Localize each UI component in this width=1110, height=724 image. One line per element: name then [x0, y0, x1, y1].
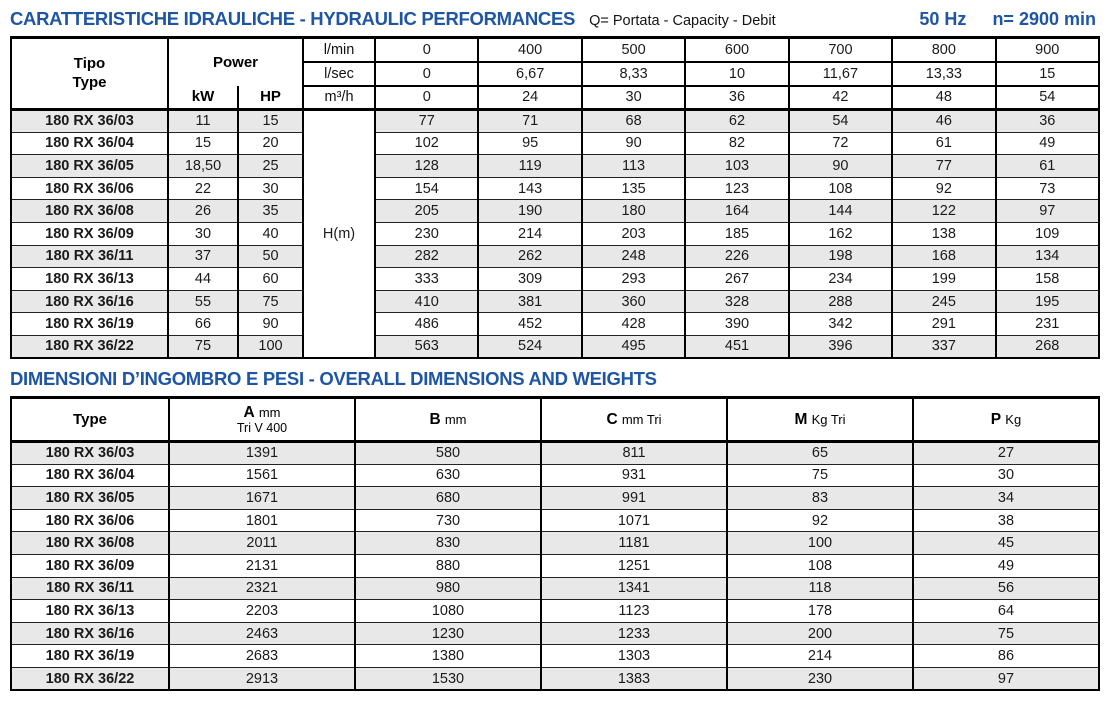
- hydraulic-row: [11, 268, 1099, 291]
- head-value-cell: 46: [892, 110, 995, 133]
- pump-type-cell: 180 RX 36/08: [11, 200, 168, 223]
- pump-type-cell: 180 RX 36/05: [11, 487, 169, 510]
- head-value-cell: 72: [789, 132, 892, 155]
- dimension-value-cell: 92: [727, 509, 913, 532]
- head-value-cell: 495: [582, 335, 685, 358]
- head-value-cell: 134: [996, 245, 1099, 268]
- head-value-cell: 77: [375, 110, 478, 133]
- hydraulic-performance-table: [10, 36, 1100, 359]
- head-value-cell: 154: [375, 177, 478, 200]
- pump-type-cell: 180 RX 36/04: [11, 464, 169, 487]
- head-value-cell: 49: [996, 132, 1099, 155]
- pump-type-cell: 180 RX 36/16: [11, 290, 168, 313]
- head-value-cell: 293: [582, 268, 685, 291]
- speed-label: n= 2900 min: [992, 9, 1096, 29]
- pump-type-cell: 180 RX 36/03: [11, 442, 169, 465]
- flow-m3h-value: 42: [789, 86, 892, 110]
- dimension-value-cell: 64: [913, 600, 1099, 623]
- head-value-cell: 342: [789, 313, 892, 336]
- pump-type-cell: 180 RX 36/22: [11, 335, 168, 358]
- hp-value-cell: 35: [238, 200, 303, 223]
- dimension-value-cell: 214: [727, 645, 913, 668]
- dimension-value-cell: 1380: [355, 645, 541, 668]
- dimension-value-cell: 1341: [541, 577, 727, 600]
- dimension-value-cell: 2913: [169, 667, 355, 690]
- head-value-cell: 71: [478, 110, 581, 133]
- kw-value-cell: 75: [168, 335, 238, 358]
- kw-value-cell: 15: [168, 132, 238, 155]
- dimension-value-cell: 38: [913, 509, 1099, 532]
- head-value-cell: 267: [685, 268, 788, 291]
- flow-m3h-value: 24: [478, 86, 581, 110]
- pump-type-cell: 180 RX 36/16: [11, 622, 169, 645]
- hp-value-cell: 50: [238, 245, 303, 268]
- flow-lmin-value: 700: [789, 38, 892, 62]
- col-header-dim-a: [169, 398, 355, 442]
- dimension-value-cell: 100: [727, 532, 913, 555]
- head-value-cell: 288: [789, 290, 892, 313]
- flow-lsec-value: 6,67: [478, 62, 581, 86]
- head-value-cell: 180: [582, 200, 685, 223]
- dimension-value-cell: 30: [913, 464, 1099, 487]
- dimension-value-cell: 1303: [541, 645, 727, 668]
- pump-type-cell: 180 RX 36/03: [11, 110, 168, 133]
- hp-value-cell: 25: [238, 155, 303, 178]
- kw-value-cell: 30: [168, 222, 238, 245]
- hydraulic-row: [11, 200, 1099, 223]
- head-value-cell: 268: [996, 335, 1099, 358]
- head-value-cell: 185: [685, 222, 788, 245]
- hp-value-cell: 90: [238, 313, 303, 336]
- dimension-value-cell: 730: [355, 509, 541, 532]
- dimensions-row: [11, 667, 1099, 690]
- head-value-cell: 452: [478, 313, 581, 336]
- hydraulic-row: [11, 177, 1099, 200]
- hydraulic-headline: [10, 8, 1100, 30]
- head-value-cell: 248: [582, 245, 685, 268]
- dimension-value-cell: 200: [727, 622, 913, 645]
- head-value-cell: 291: [892, 313, 995, 336]
- col-header-dim-p: [913, 398, 1099, 442]
- hydraulic-row: [11, 155, 1099, 178]
- pump-type-cell: 180 RX 36/22: [11, 667, 169, 690]
- dimensions-row: [11, 555, 1099, 578]
- head-value-cell: 410: [375, 290, 478, 313]
- dimension-value-cell: 811: [541, 442, 727, 465]
- dimensions-title: DIMENSIONI D’INGOMBRO E PESI - OVERALL DIMENSIONS AND WEIGHTS: [10, 368, 657, 390]
- dim-letter: P: [990, 410, 1002, 428]
- dimension-value-cell: 56: [913, 577, 1099, 600]
- dimension-value-cell: 1530: [355, 667, 541, 690]
- head-value-cell: 90: [789, 155, 892, 178]
- dimension-value-cell: 1233: [541, 622, 727, 645]
- dimension-value-cell: 97: [913, 667, 1099, 690]
- dimension-value-cell: 830: [355, 532, 541, 555]
- head-value-cell: 122: [892, 200, 995, 223]
- head-value-cell: 563: [375, 335, 478, 358]
- dimension-value-cell: 83: [727, 487, 913, 510]
- flow-lsec-value: 13,33: [892, 62, 995, 86]
- hydraulic-row: [11, 245, 1099, 268]
- dimension-value-cell: 1391: [169, 442, 355, 465]
- hp-value-cell: 15: [238, 110, 303, 133]
- dimension-value-cell: 680: [355, 487, 541, 510]
- flow-lmin-value: 800: [892, 38, 995, 62]
- col-header-kw: kW: [168, 86, 238, 110]
- pump-type-cell: 180 RX 36/05: [11, 155, 168, 178]
- dimension-value-cell: 1123: [541, 600, 727, 623]
- head-value-cell: 128: [375, 155, 478, 178]
- dim-letter: A: [243, 403, 255, 421]
- head-value-cell: 360: [582, 290, 685, 313]
- pump-type-cell: 180 RX 36/19: [11, 645, 169, 668]
- hydraulic-row: [11, 132, 1099, 155]
- head-value-cell: 328: [685, 290, 788, 313]
- kw-value-cell: 66: [168, 313, 238, 336]
- dim-unit: mm: [444, 411, 467, 427]
- head-value-cell: 524: [478, 335, 581, 358]
- head-value-cell: 168: [892, 245, 995, 268]
- head-value-cell: 92: [892, 177, 995, 200]
- head-value-cell: 245: [892, 290, 995, 313]
- hp-value-cell: 20: [238, 132, 303, 155]
- col-header-type: [11, 38, 168, 110]
- kw-value-cell: 55: [168, 290, 238, 313]
- flow-lmin-value: 400: [478, 38, 581, 62]
- head-value-cell: 123: [685, 177, 788, 200]
- dim-letter: C: [606, 410, 618, 428]
- head-value-cell: 190: [478, 200, 581, 223]
- dimension-value-cell: 75: [727, 464, 913, 487]
- head-value-cell: 486: [375, 313, 478, 336]
- hydraulic-row: [11, 313, 1099, 336]
- flow-lsec-value: 8,33: [582, 62, 685, 86]
- hydraulic-row: [11, 110, 1099, 133]
- flow-m3h-value: 54: [996, 86, 1099, 110]
- kw-value-cell: 22: [168, 177, 238, 200]
- head-value-cell: 36: [996, 110, 1099, 133]
- head-value-cell: 158: [996, 268, 1099, 291]
- dimension-value-cell: 1230: [355, 622, 541, 645]
- kw-value-cell: 44: [168, 268, 238, 291]
- dimension-value-cell: 230: [727, 667, 913, 690]
- head-value-cell: 214: [478, 222, 581, 245]
- kw-value-cell: 18,50: [168, 155, 238, 178]
- hp-value-cell: 75: [238, 290, 303, 313]
- pump-type-cell: 180 RX 36/19: [11, 313, 168, 336]
- flow-lmin-value: 0: [375, 38, 478, 62]
- dimension-value-cell: 1181: [541, 532, 727, 555]
- head-value-cell: 109: [996, 222, 1099, 245]
- dimension-value-cell: 931: [541, 464, 727, 487]
- flow-m3h-value: 48: [892, 86, 995, 110]
- dim-letter: M: [794, 410, 808, 428]
- dimension-value-cell: 118: [727, 577, 913, 600]
- dimension-value-cell: 2011: [169, 532, 355, 555]
- hp-value-cell: 30: [238, 177, 303, 200]
- flow-lsec-value: 0: [375, 62, 478, 86]
- head-value-cell: 102: [375, 132, 478, 155]
- dimension-value-cell: 580: [355, 442, 541, 465]
- hydraulic-title: CARATTERISTICHE IDRAULICHE - HYDRAULIC PERFORMANCES: [10, 8, 576, 29]
- dim-unit: Kg: [1005, 411, 1022, 427]
- dimension-value-cell: 27: [913, 442, 1099, 465]
- hp-value-cell: 40: [238, 222, 303, 245]
- dimension-value-cell: 880: [355, 555, 541, 578]
- dimensions-row: [11, 600, 1099, 623]
- dimensions-headline: [10, 368, 1100, 390]
- pump-type-cell: 180 RX 36/11: [11, 577, 169, 600]
- head-unit-cell: H(m): [303, 110, 375, 359]
- dim-letter: B: [429, 410, 441, 428]
- pump-type-cell: 180 RX 36/04: [11, 132, 168, 155]
- col-header-type2: Type: [11, 398, 169, 442]
- head-value-cell: 143: [478, 177, 581, 200]
- head-value-cell: 77: [892, 155, 995, 178]
- head-value-cell: 73: [996, 177, 1099, 200]
- head-value-cell: 68: [582, 110, 685, 133]
- flow-m3h-value: 36: [685, 86, 788, 110]
- dimensions-weights-table: [10, 396, 1100, 691]
- col-header-dim-b: [355, 398, 541, 442]
- head-value-cell: 231: [996, 313, 1099, 336]
- dimension-value-cell: 1251: [541, 555, 727, 578]
- dimension-value-cell: 630: [355, 464, 541, 487]
- head-value-cell: 390: [685, 313, 788, 336]
- head-value-cell: 333: [375, 268, 478, 291]
- hydraulic-table-header: [11, 38, 1099, 110]
- dimension-value-cell: 178: [727, 600, 913, 623]
- dimension-value-cell: 86: [913, 645, 1099, 668]
- head-value-cell: 282: [375, 245, 478, 268]
- head-value-cell: 103: [685, 155, 788, 178]
- frequency-label: 50 Hz: [919, 9, 967, 29]
- dimension-value-cell: 1801: [169, 509, 355, 532]
- dimension-value-cell: 49: [913, 555, 1099, 578]
- flow-m3h-value: 30: [582, 86, 685, 110]
- dimension-value-cell: 1080: [355, 600, 541, 623]
- dim-sub: Tri V 400: [236, 420, 288, 435]
- hydraulic-row: [11, 222, 1099, 245]
- hp-value-cell: 60: [238, 268, 303, 291]
- dimension-value-cell: 2463: [169, 622, 355, 645]
- flow-lmin-value: 500: [582, 38, 685, 62]
- head-value-cell: 230: [375, 222, 478, 245]
- col-header-type-label: Type: [72, 73, 107, 91]
- flow-lsec-value: 11,67: [789, 62, 892, 86]
- col-header-dim-m: [727, 398, 913, 442]
- head-value-cell: 90: [582, 132, 685, 155]
- dim-unit: mm: [258, 404, 281, 420]
- dimensions-row: [11, 577, 1099, 600]
- head-value-cell: 62: [685, 110, 788, 133]
- pump-type-cell: 180 RX 36/11: [11, 245, 168, 268]
- head-value-cell: 119: [478, 155, 581, 178]
- pump-type-cell: 180 RX 36/06: [11, 177, 168, 200]
- col-header-tipo-label: Tipo: [73, 54, 106, 72]
- dimension-value-cell: 1383: [541, 667, 727, 690]
- flow-lsec-value: 15: [996, 62, 1099, 86]
- head-value-cell: 162: [789, 222, 892, 245]
- dimension-value-cell: 1071: [541, 509, 727, 532]
- head-value-cell: 61: [892, 132, 995, 155]
- hydraulic-table-body: [11, 110, 1099, 359]
- head-value-cell: 61: [996, 155, 1099, 178]
- kw-value-cell: 11: [168, 110, 238, 133]
- head-value-cell: 451: [685, 335, 788, 358]
- dimension-value-cell: 1671: [169, 487, 355, 510]
- pump-type-cell: 180 RX 36/09: [11, 222, 168, 245]
- dimension-value-cell: 65: [727, 442, 913, 465]
- dimension-value-cell: 980: [355, 577, 541, 600]
- dimension-value-cell: 75: [913, 622, 1099, 645]
- head-value-cell: 113: [582, 155, 685, 178]
- dimension-value-cell: 2203: [169, 600, 355, 623]
- dimension-value-cell: 108: [727, 555, 913, 578]
- head-value-cell: 108: [789, 177, 892, 200]
- head-value-cell: 309: [478, 268, 581, 291]
- head-value-cell: 95: [478, 132, 581, 155]
- head-value-cell: 205: [375, 200, 478, 223]
- head-value-cell: 195: [996, 290, 1099, 313]
- flow-m3h-value: 0: [375, 86, 478, 110]
- dimension-value-cell: 2131: [169, 555, 355, 578]
- col-header-power: Power: [168, 38, 303, 86]
- pump-type-cell: 180 RX 36/09: [11, 555, 169, 578]
- head-value-cell: 262: [478, 245, 581, 268]
- head-value-cell: 203: [582, 222, 685, 245]
- pump-type-cell: 180 RX 36/13: [11, 268, 168, 291]
- dimensions-table-header: [11, 398, 1099, 442]
- flow-legend: Q= Portata - Capacity - Debit: [589, 13, 776, 29]
- head-value-cell: 135: [582, 177, 685, 200]
- head-value-cell: 198: [789, 245, 892, 268]
- head-value-cell: 164: [685, 200, 788, 223]
- dimensions-row: [11, 442, 1099, 465]
- flow-lmin-value: 600: [685, 38, 788, 62]
- head-value-cell: 138: [892, 222, 995, 245]
- col-header-hp: HP: [238, 86, 303, 110]
- dimension-value-cell: 2321: [169, 577, 355, 600]
- unit-m3h-label: m³/h: [303, 86, 375, 110]
- hydraulic-row: [11, 335, 1099, 358]
- head-value-cell: 337: [892, 335, 995, 358]
- head-value-cell: 226: [685, 245, 788, 268]
- pump-type-cell: 180 RX 36/06: [11, 509, 169, 532]
- head-value-cell: 82: [685, 132, 788, 155]
- head-value-cell: 54: [789, 110, 892, 133]
- unit-lmin-label: l/min: [303, 38, 375, 62]
- kw-value-cell: 26: [168, 200, 238, 223]
- unit-lsec-label: l/sec: [303, 62, 375, 86]
- dim-unit: mm Tri: [621, 411, 662, 427]
- hydraulic-row: [11, 290, 1099, 313]
- dimension-value-cell: 45: [913, 532, 1099, 555]
- col-header-dim-c: [541, 398, 727, 442]
- dimensions-table-body: [11, 442, 1099, 691]
- head-value-cell: 199: [892, 268, 995, 291]
- head-value-cell: 97: [996, 200, 1099, 223]
- dimensions-row: [11, 464, 1099, 487]
- head-value-cell: 428: [582, 313, 685, 336]
- dimensions-row: [11, 509, 1099, 532]
- dimension-value-cell: 2683: [169, 645, 355, 668]
- head-value-cell: 234: [789, 268, 892, 291]
- head-value-cell: 144: [789, 200, 892, 223]
- head-value-cell: 381: [478, 290, 581, 313]
- flow-lsec-value: 10: [685, 62, 788, 86]
- flow-lmin-value: 900: [996, 38, 1099, 62]
- kw-value-cell: 37: [168, 245, 238, 268]
- dimensions-row: [11, 532, 1099, 555]
- dimension-value-cell: 1561: [169, 464, 355, 487]
- hp-value-cell: 100: [238, 335, 303, 358]
- dim-unit: Kg Tri: [811, 411, 846, 427]
- pump-type-cell: 180 RX 36/13: [11, 600, 169, 623]
- dimension-value-cell: 991: [541, 487, 727, 510]
- head-value-cell: 396: [789, 335, 892, 358]
- dimensions-row: [11, 487, 1099, 510]
- dimensions-row: [11, 622, 1099, 645]
- pump-type-cell: 180 RX 36/08: [11, 532, 169, 555]
- dimension-value-cell: 34: [913, 487, 1099, 510]
- dimensions-row: [11, 645, 1099, 668]
